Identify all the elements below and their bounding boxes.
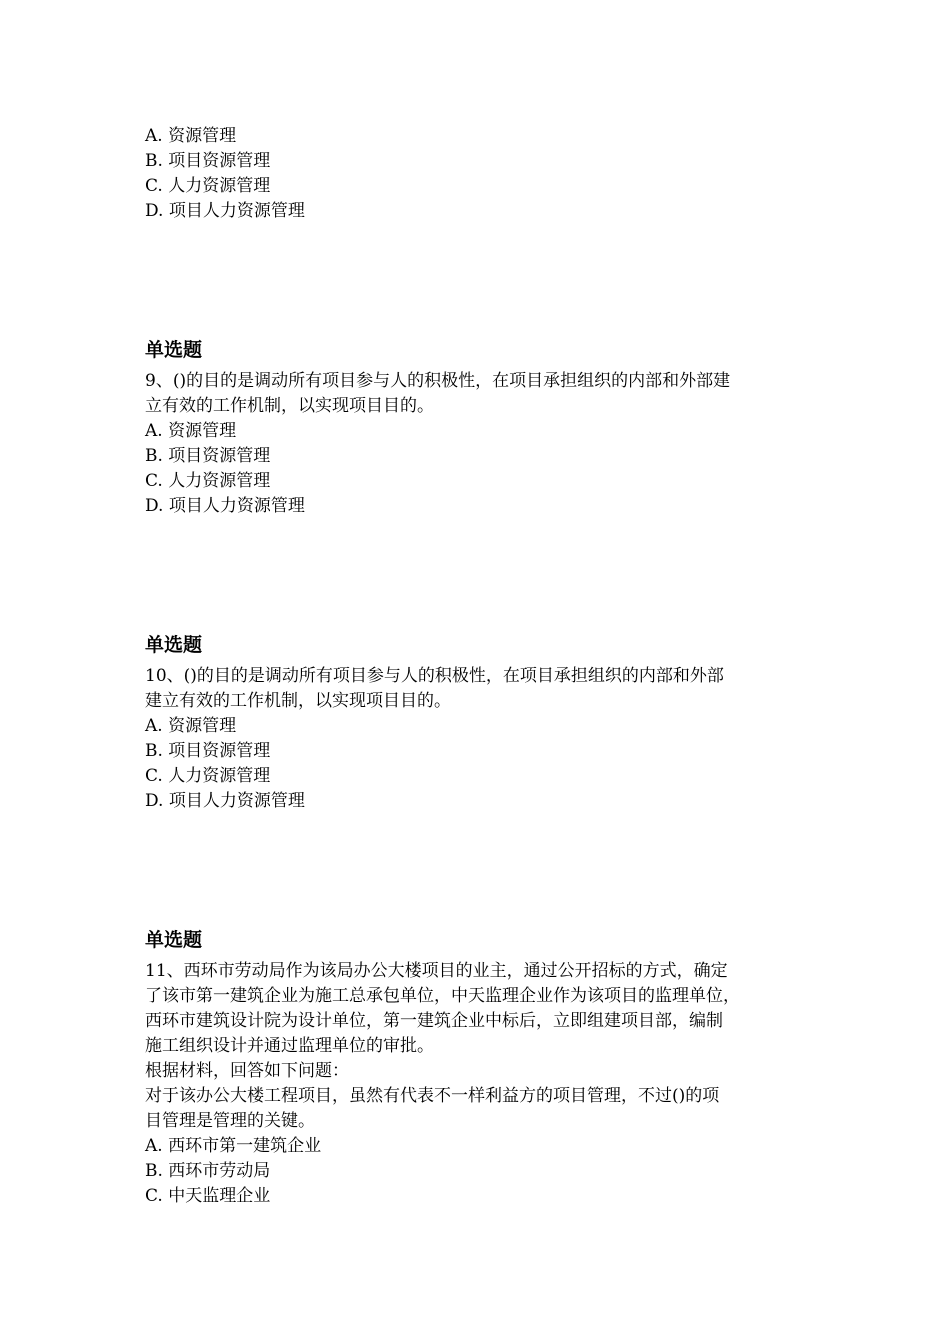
question-text: 立有效的工作机制，以实现项目目的。	[145, 396, 434, 416]
question-text: 目管理是管理的关键。	[145, 1111, 315, 1131]
option-d: D. 项目人力资源管理	[145, 201, 305, 221]
option-c: C. 中天监理企业	[145, 1186, 271, 1206]
question-text: 了该市第一建筑企业为施工总承包单位，中天监理企业作为该项目的监理单位，	[145, 986, 740, 1006]
option-d: D. 项目人力资源管理	[145, 791, 305, 811]
question-text: 10、()的目的是调动所有项目参与人的积极性，在项目承担组织的内部和外部	[145, 666, 724, 686]
option-b: B. 项目资源管理	[145, 446, 271, 466]
question-text: 建立有效的工作机制，以实现项目目的。	[145, 691, 451, 711]
option-a: A. 西环市第一建筑企业	[145, 1136, 322, 1156]
option-c: C. 人力资源管理	[145, 766, 271, 786]
question-block	[145, 632, 815, 814]
question-text: 9、()的目的是调动所有项目参与人的积极性，在项目承担组织的内部和外部建	[145, 371, 731, 391]
question-text: 11、西环市劳动局作为该局办公大楼项目的业主，通过公开招标的方式，确定	[145, 961, 728, 981]
question-text: 施工组织设计并通过监理单位的审批。	[145, 1036, 434, 1056]
question-text: 西环市建筑设计院为设计单位，第一建筑企业中标后，立即组建项目部，编制	[145, 1011, 723, 1031]
option-b: B. 项目资源管理	[145, 151, 271, 171]
page-content	[145, 124, 815, 1209]
question-heading: 单选题	[145, 929, 203, 951]
option-a: A. 资源管理	[145, 421, 237, 441]
option-b: B. 项目资源管理	[145, 741, 271, 761]
question-block	[145, 337, 815, 519]
option-b: B. 西环市劳动局	[145, 1161, 271, 1181]
option-a: A. 资源管理	[145, 126, 237, 146]
question-block	[145, 927, 815, 1209]
option-c: C. 人力资源管理	[145, 471, 271, 491]
option-d: D. 项目人力资源管理	[145, 496, 305, 516]
option-c: C. 人力资源管理	[145, 176, 271, 196]
option-list	[145, 124, 815, 224]
question-heading: 单选题	[145, 634, 203, 656]
option-a: A. 资源管理	[145, 716, 237, 736]
question-heading: 单选题	[145, 339, 203, 361]
question-text: 对于该办公大楼工程项目，虽然有代表不一样利益方的项目管理，不过()的项	[145, 1086, 720, 1106]
question-text: 根据材料，回答如下问题：	[145, 1061, 349, 1081]
